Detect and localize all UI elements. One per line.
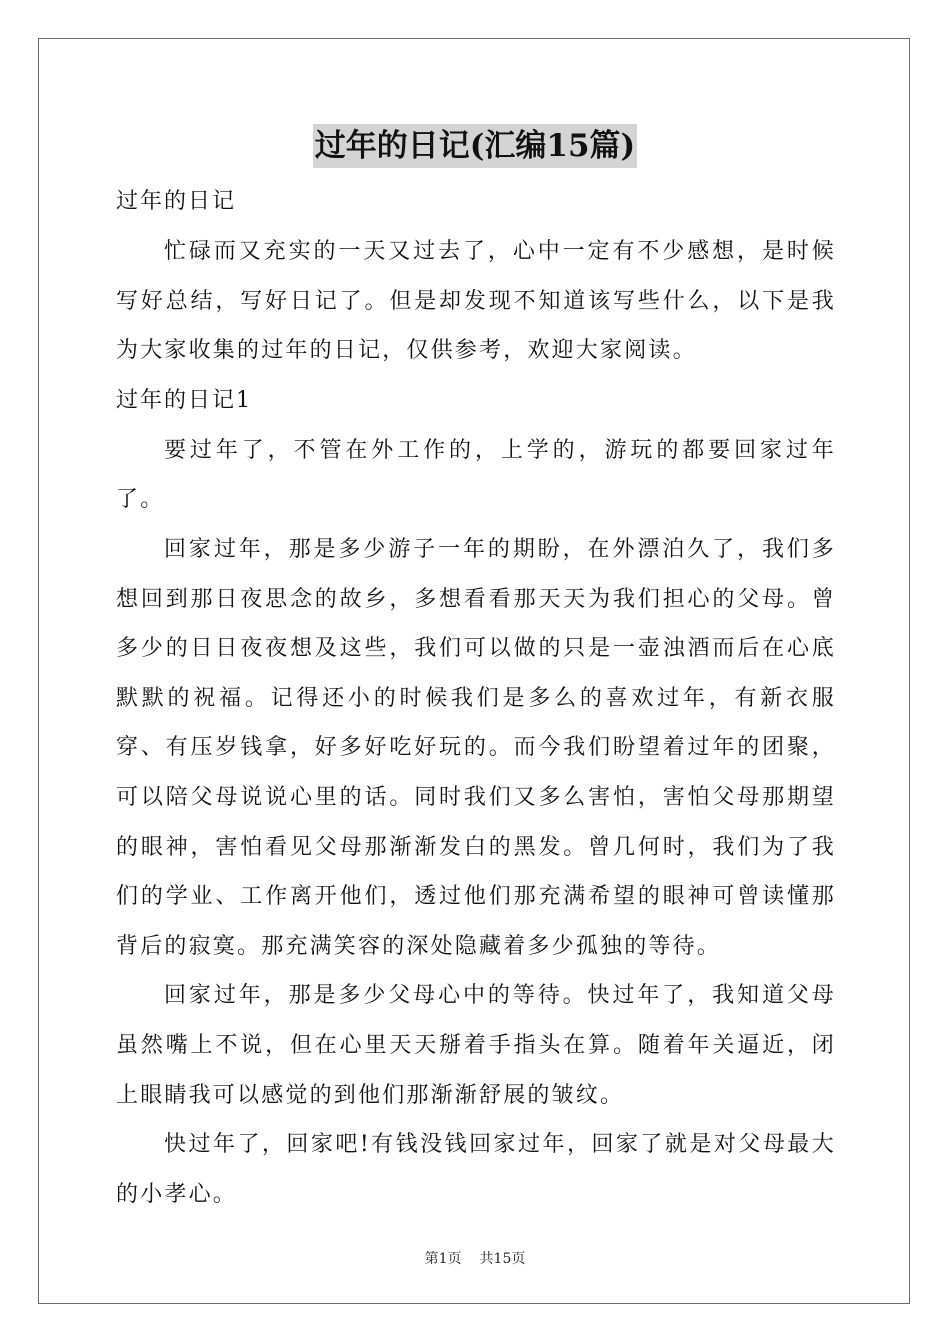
body-paragraph-2: 回家过年，那是多少游子一年的期盼，在外漂泊久了，我们多想回到那日夜思念的故乡，多想看看那天天为我们担心的父母。曾多少的日日夜夜想及这些，我们可以做的只是一壶浊酒而后在心底默默的祝福。记得还小的时候我们是多么的喜欢过年，有新衣服穿、有压岁钱拿，好多好吃好玩的。而今我们盼望着过年的团聚，可以陪父母说说心里的话。同时我们又多么害怕，害怕父母那期望的眼神，害怕看见父母那渐渐发白的黑发。曾几何时，我们为了我们的学业、工作离开他们，透过他们那充满希望的眼神可曾读懂那背后的寂寞。那充满笑容的深处隐藏着多少孤独的等待。 — [116, 536, 836, 959]
body-paragraph-3: 回家过年，那是多少父母心中的等待。快过年了，我知道父母虽然嘴上不说，但在心里天天掰着手指头在算。随着年关逼近，闭上眼睛我可以感觉的到他们那渐渐舒展的皱纹。 — [116, 983, 836, 1108]
document-title: 过年的日记(汇编15篇) — [313, 124, 637, 168]
body-paragraph-1: 要过年了，不管在外工作的，上学的，游玩的都要回家过年了。 — [116, 437, 836, 513]
document-body — [116, 177, 836, 1219]
section-heading: 过年的日记1 — [116, 387, 252, 413]
title-container — [0, 124, 950, 168]
intro-heading: 过年的日记 — [116, 189, 237, 214]
page-number: 第1页 — [424, 1251, 462, 1267]
intro-paragraph: 忙碌而又充实的一天又过去了，心中一定有不少感想，是时候写好总结，写好日记了。但是却发现不知道该写些什么，以下是我为大家收集的过年的日记，仅供参考，欢迎大家阅读。 — [116, 239, 836, 364]
body-paragraph-4: 快过年了，回家吧!有钱没钱回家过年，回家了就是对父母最大的小孝心。 — [116, 1132, 836, 1207]
page-footer — [0, 1248, 950, 1268]
page-total: 共15页 — [479, 1251, 526, 1267]
